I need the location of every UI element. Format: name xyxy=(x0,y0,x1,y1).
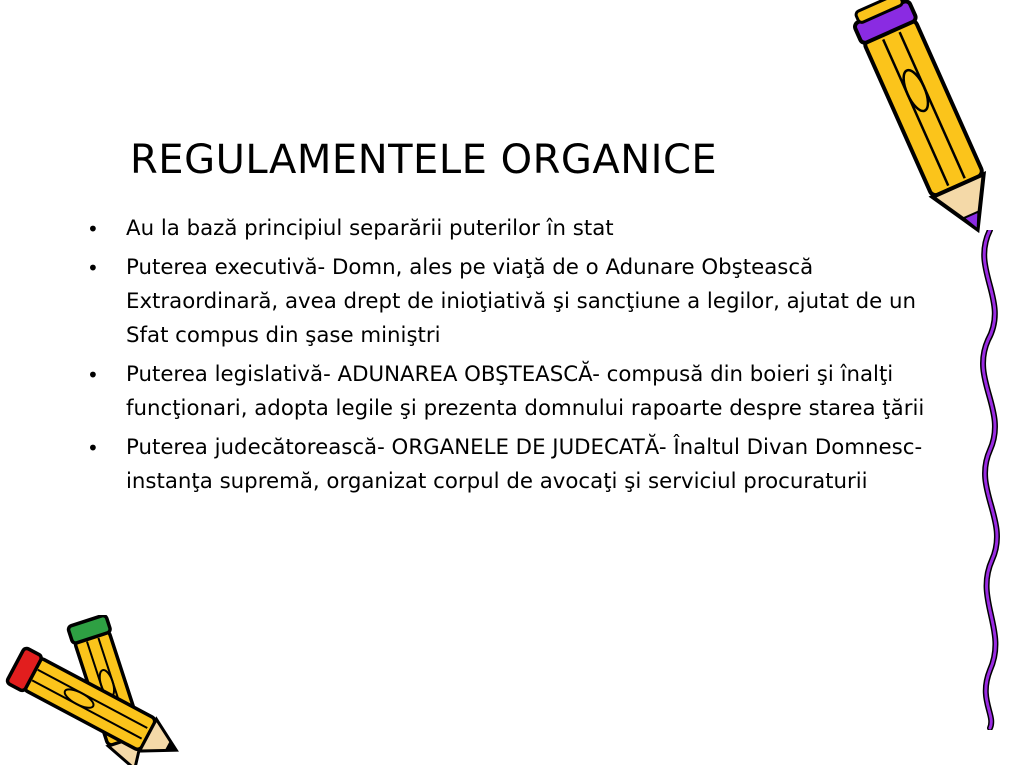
bullet-marker: • xyxy=(87,436,99,460)
list-item xyxy=(86,251,936,353)
list-item xyxy=(86,431,936,499)
list-item xyxy=(86,212,936,246)
squiggle-line-icon xyxy=(960,230,1020,730)
slide-title: REGULAMENTELE ORGANICE xyxy=(130,137,718,183)
list-item xyxy=(86,358,936,426)
bullet-marker: • xyxy=(87,217,99,241)
bullet-text: Puterea executivă- Domn, ales pe viaţă de o Adunare Obştească Extraordinară, avea drept de inioţiativă şi sancţiune a legilor, ajutat de un Sfat compus din şase miniştri xyxy=(126,255,917,348)
crossed-pencils-icon xyxy=(0,615,220,765)
bullet-list xyxy=(86,212,936,504)
bullet-marker: • xyxy=(87,256,99,280)
bullet-marker: • xyxy=(87,363,99,387)
bullet-text: Puterea legislativă- ADUNAREA OBŞTEASCĂ- compusă din boieri şi înalţi funcţionari, adopta legile şi prezenta domnului rapoarte despre starea ţării xyxy=(126,362,925,421)
bullet-text: Puterea judecătorească- ORGANELE DE JUDECATĂ- Înaltul Divan Domnesc- instanţa supremă, organizat corpul de avocaţi şi serviciul procuraturii xyxy=(126,435,923,494)
bullet-text: Au la bază principiul separării puterilor în stat xyxy=(126,216,614,241)
